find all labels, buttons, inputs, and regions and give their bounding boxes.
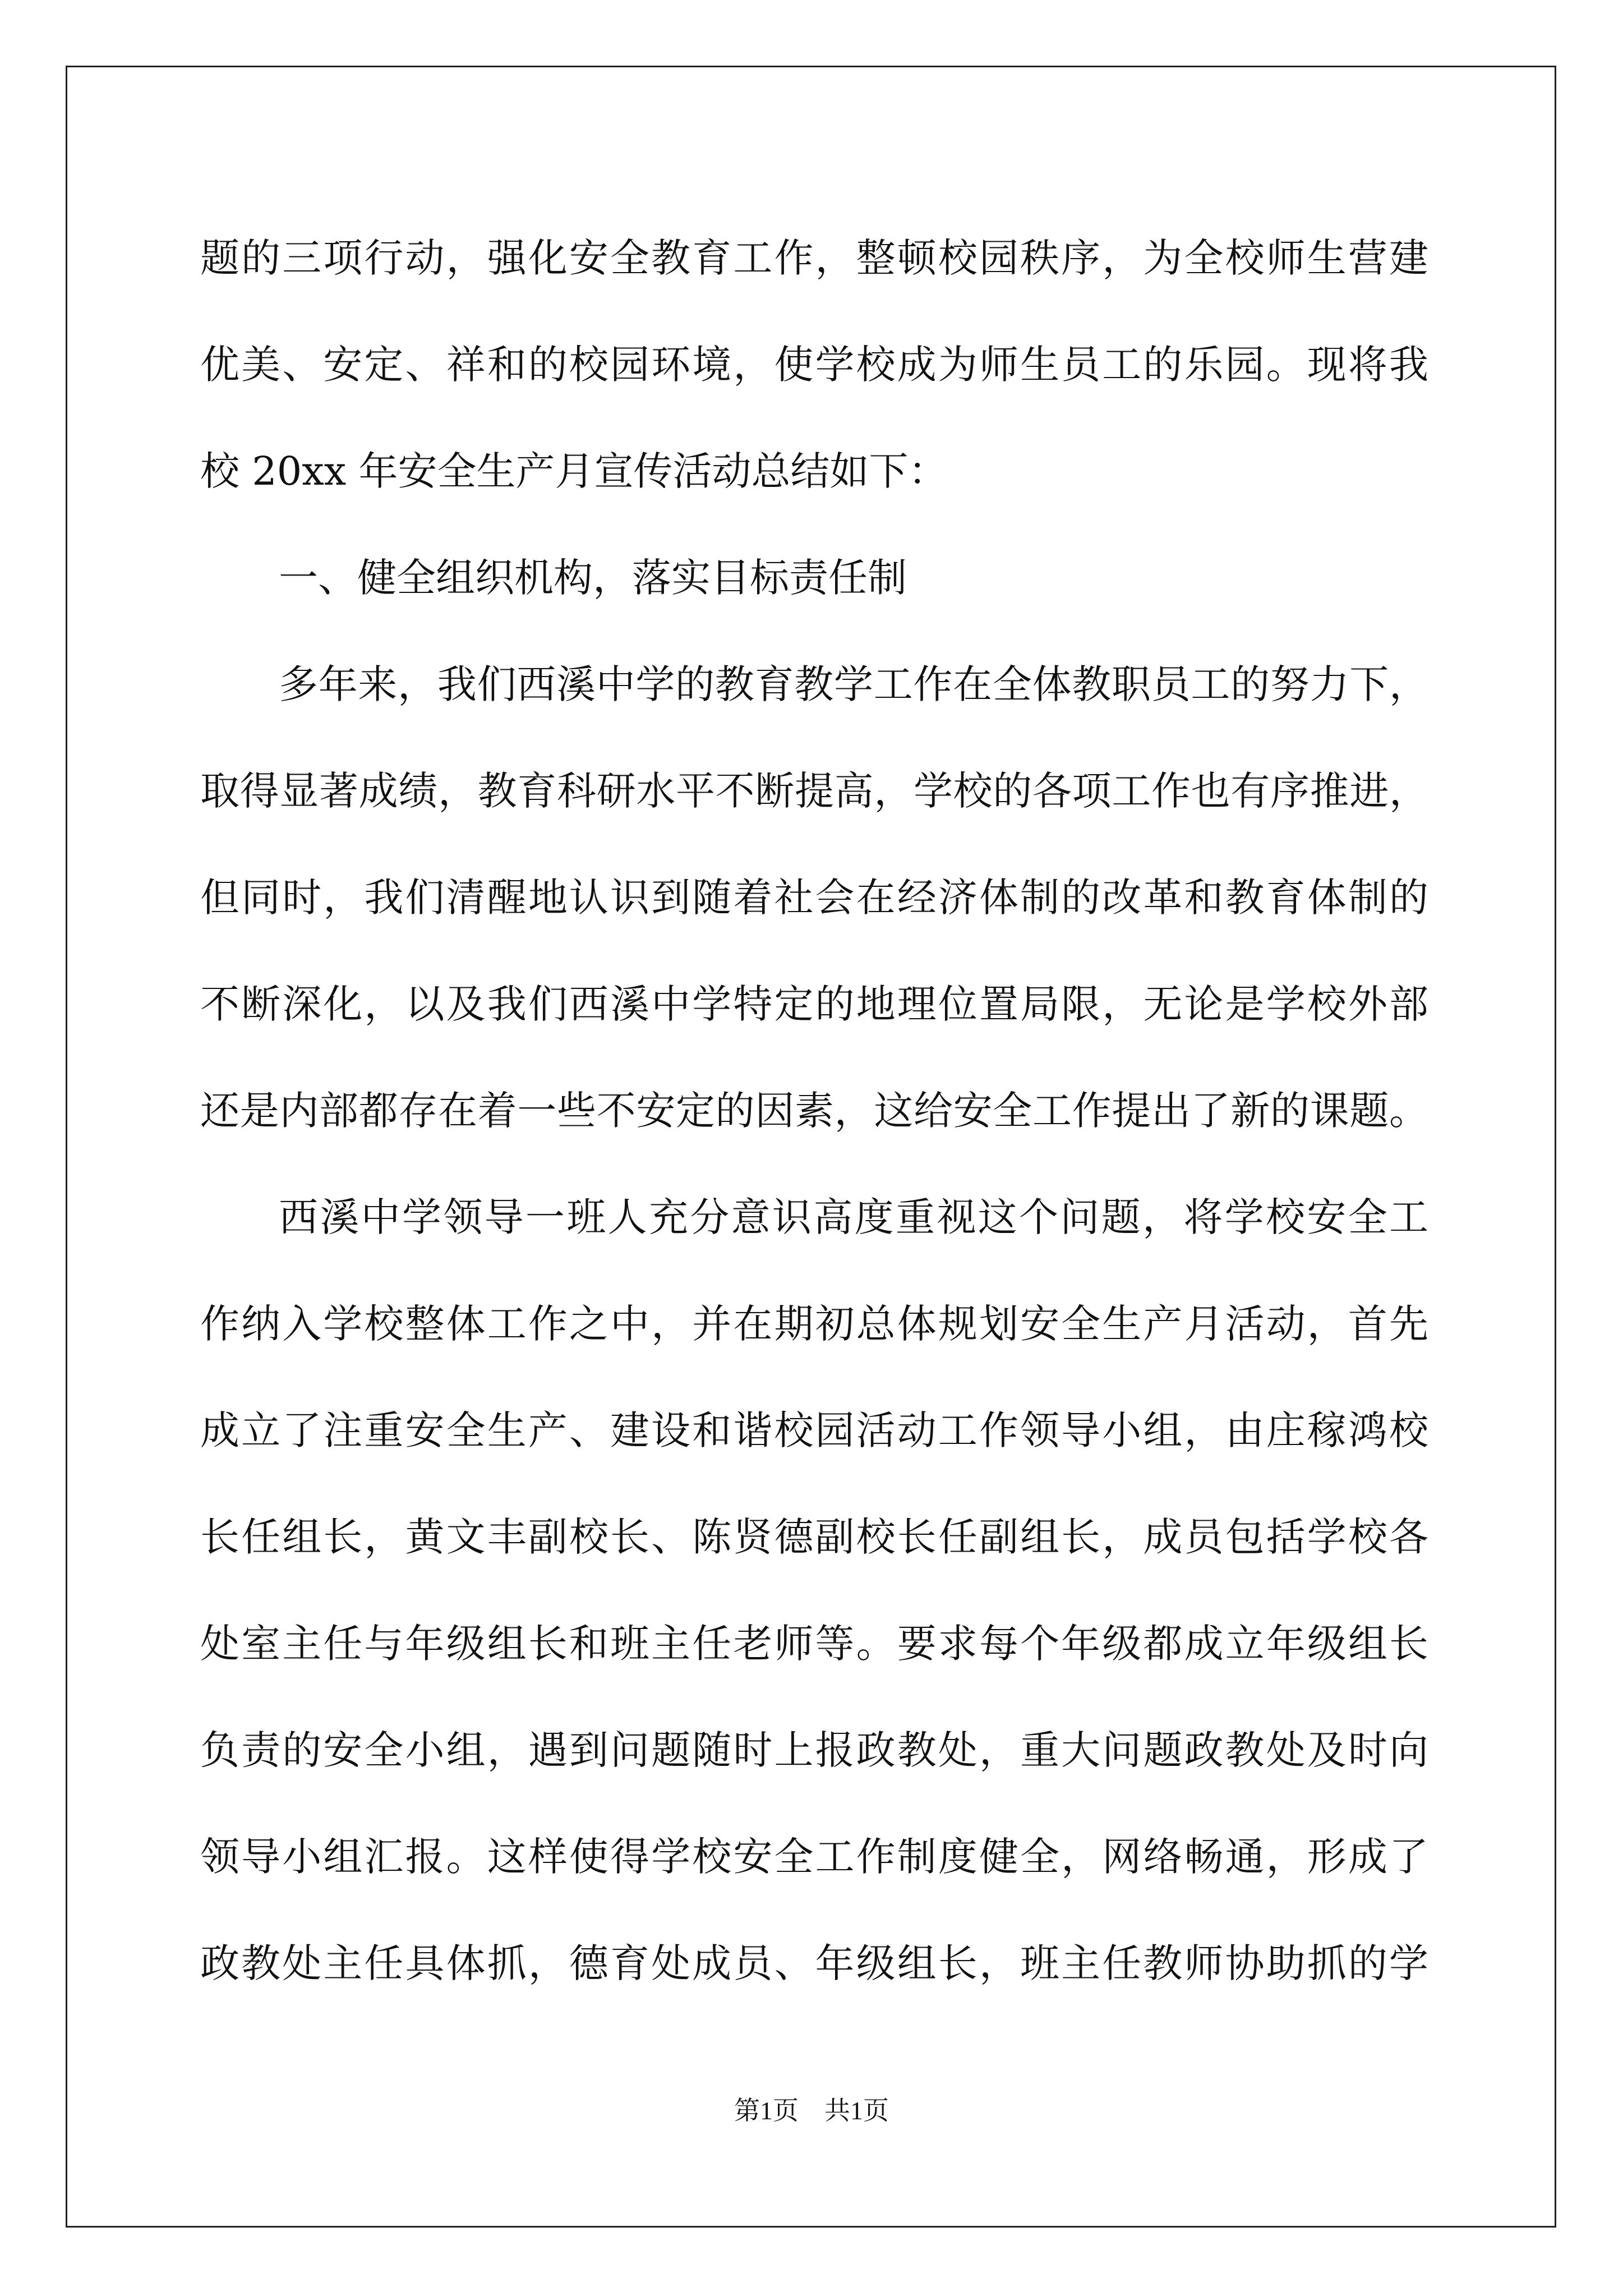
text-line: 负责的安全小组，遇到问题随时上报政教处，重大问题政教处及时向	[200, 1727, 1428, 1773]
page-footer	[0, 2094, 1623, 2128]
page-number: 第1页	[734, 2096, 799, 2125]
text-line: 领导小组汇报。这样使得学校安全工作制度健全，网络畅通，形成了	[200, 1834, 1428, 1880]
text-line: 处室主任与年级组长和班主任老师等。要求每个年级都成立年级组长	[200, 1621, 1428, 1667]
text-line: 取得显著成绩，教育科研水平不断提高，学校的各项工作也有序推进，	[200, 768, 1428, 814]
text-line: 政教处主任具体抓，德育处成员、年级组长，班主任教师协助抓的学	[200, 1940, 1428, 1986]
text-line: 西溪中学领导一班人充分意识高度重视这个问题，将学校安全工	[279, 1194, 1428, 1240]
document-body	[200, 205, 1428, 2017]
text-line: 不断深化，以及我们西溪中学特定的地理位置局限，无论是学校外部	[200, 981, 1428, 1027]
text-line: 作纳入学校整体工作之中，并在期初总体规划安全生产月活动，首先	[200, 1301, 1428, 1347]
text-line: 长任组长，黄文丰副校长、陈贤德副校长任副组长，成员包括学校各	[200, 1514, 1428, 1560]
text-line: 还是内部都存在着一些不安定的因素，这给安全工作提出了新的课题。	[200, 1088, 1428, 1134]
text-line: 优美、安定、祥和的校园环境，使学校成为师生员工的乐园。现将我	[200, 342, 1428, 388]
text-line: 但同时，我们清醒地认识到随着社会在经济体制的改革和教育体制的	[200, 875, 1428, 921]
text-line: 成立了注重安全生产、建设和谐校园活动工作领导小组，由庄稼鸿校	[200, 1407, 1428, 1453]
text-line: 题的三项行动，强化安全教育工作，整顿校园秩序，为全校师生营建	[200, 235, 1428, 281]
text-line: 校 20xx 年安全生产月宣传活动总结如下：	[200, 448, 948, 494]
section-heading: 一、健全组织机构，落实目标责任制	[279, 555, 907, 601]
page-total: 共1页	[824, 2096, 889, 2125]
text-line: 多年来，我们西溪中学的教育教学工作在全体教职员工的努力下，	[279, 661, 1428, 707]
